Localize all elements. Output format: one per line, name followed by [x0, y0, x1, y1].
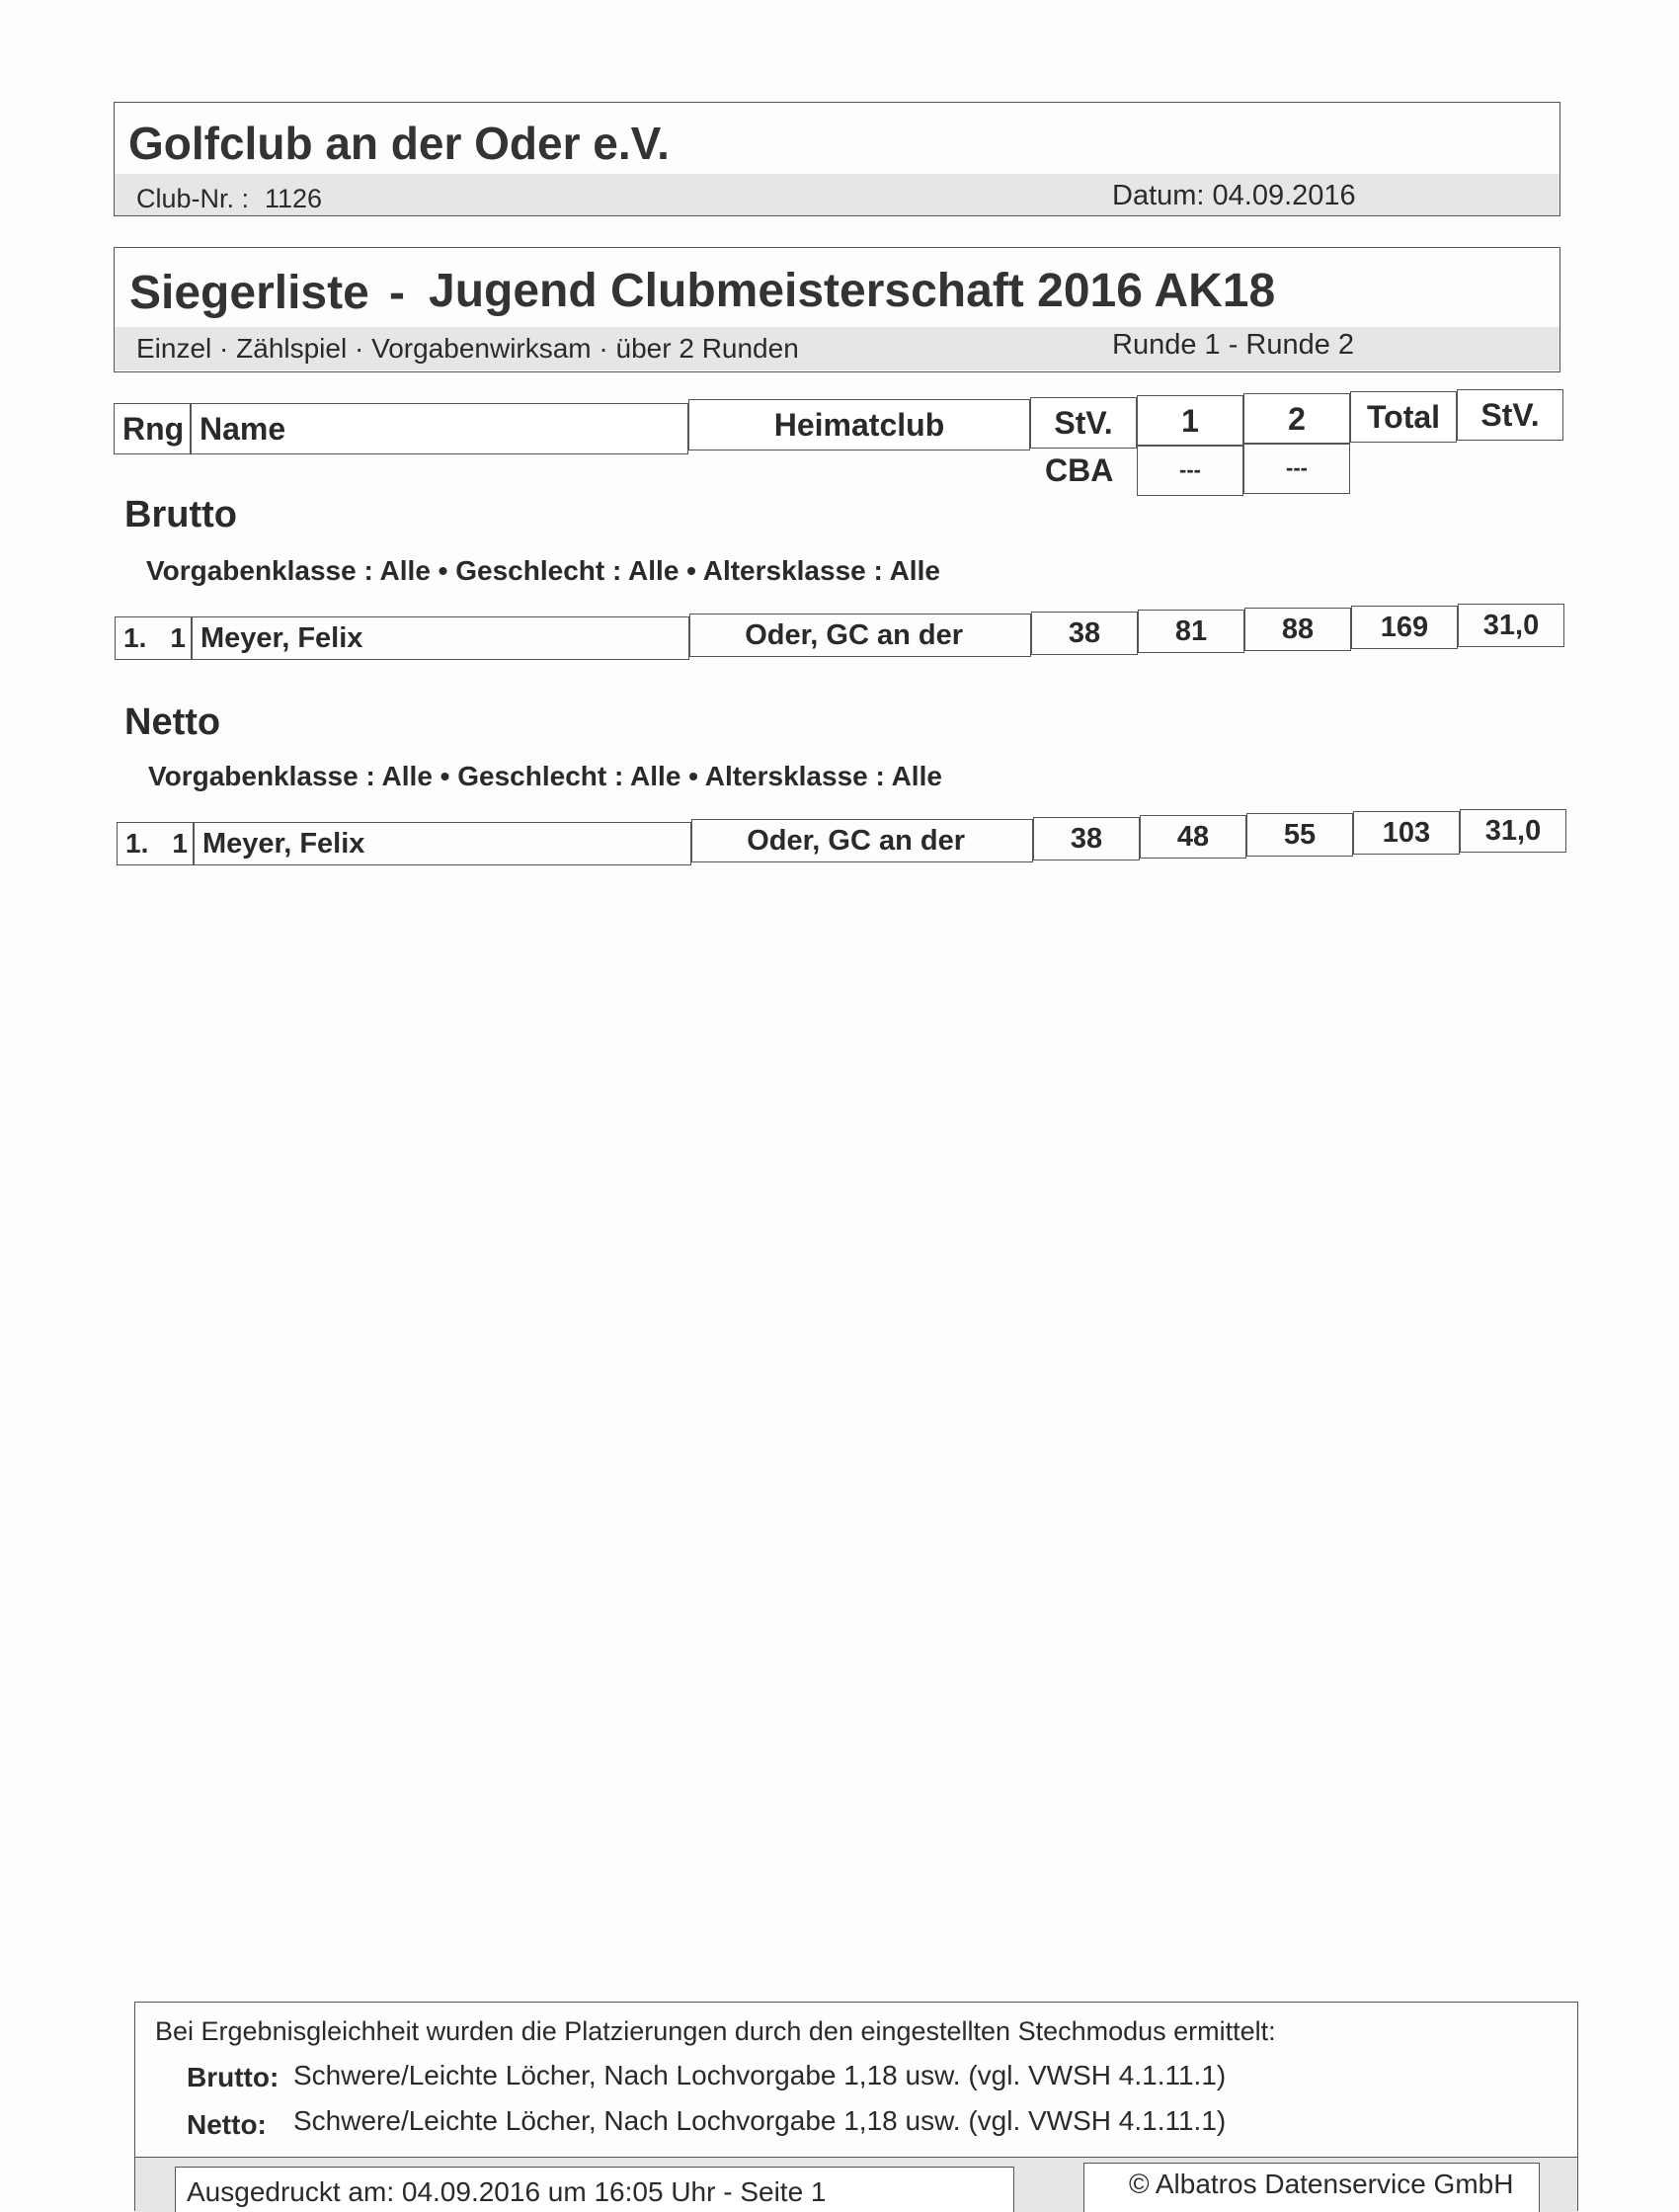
row-name: Meyer, Felix	[192, 616, 689, 660]
event-name: Jugend Clubmeisterschaft 2016 AK18	[429, 265, 1276, 317]
row-rank	[115, 616, 192, 660]
filter-brutto: Vorgabenklasse : Alle • Geschlecht : Alle • Altersklasse : Alle	[146, 555, 940, 586]
row-round-1: 48	[1140, 815, 1246, 859]
brutto-tiebreak-text: Schwere/Leichte Löcher, Nach Lochvorgabe 1,18 usw. (vgl. VWSH 4.1.11.1)	[293, 2060, 1227, 2090]
row-stv: 38	[1031, 612, 1138, 655]
filter-netto: Vorgabenklasse : Alle • Geschlecht : Alle • Altersklasse : Alle	[148, 761, 942, 791]
rank-number: 1.	[123, 622, 147, 653]
tiebreak-note: Bei Ergebnisgleichheit wurden die Platzierungen durch den eingestellten Stechmodus ermittelt:	[155, 2016, 1276, 2046]
club-name: Golfclub an der Oder e.V.	[128, 118, 670, 169]
row-round-1: 81	[1138, 610, 1244, 653]
col-header-club: Heimatclub	[688, 399, 1030, 451]
rank-position: 1	[170, 622, 186, 653]
cba-round-1: ---	[1137, 445, 1243, 496]
section-title-netto: Netto	[124, 701, 221, 743]
rounds-text: Runde 1 - Runde 2	[1112, 329, 1355, 361]
club-nr: 1126	[265, 184, 323, 213]
rank-position: 1	[172, 828, 188, 859]
row-round-2: 88	[1244, 608, 1351, 651]
col-header-name: Name	[191, 403, 688, 454]
row-stv: 38	[1033, 817, 1140, 860]
row-stv2: 31,0	[1458, 604, 1564, 647]
format-text: Einzel · Zählspiel · Vorgabenwirksam · über 2 Runden	[136, 333, 799, 364]
title-dash: -	[389, 267, 405, 319]
row-stv2: 31,0	[1460, 809, 1566, 853]
row-total: 103	[1353, 811, 1460, 855]
brutto-tiebreak-label: Brutto:	[187, 2062, 280, 2092]
footer-box	[134, 2002, 1578, 2211]
col-header-round-1: 1	[1137, 395, 1243, 447]
netto-tiebreak-text: Schwere/Leichte Löcher, Nach Lochvorgabe 1,18 usw. (vgl. VWSH 4.1.11.1)	[293, 2105, 1227, 2136]
col-header-stv: StV.	[1030, 397, 1137, 449]
netto-tiebreak-label: Netto:	[187, 2109, 267, 2140]
printed-info: Ausgedruckt am: 04.09.2016 um 16:05 Uhr - Seite 1	[187, 2176, 827, 2207]
cba-round-2: ---	[1243, 443, 1350, 494]
row-round-2: 55	[1246, 813, 1353, 857]
rank-number: 1.	[125, 828, 149, 859]
col-header-round-2: 2	[1243, 393, 1350, 445]
row-rank	[117, 822, 194, 865]
col-header-rng: Rng	[114, 403, 191, 454]
club-header	[114, 102, 1560, 216]
club-nr-label: Club-Nr. :	[136, 184, 250, 213]
copyright: © Albatros Datenservice GmbH	[1129, 2169, 1514, 2199]
cba-label: CBA	[1045, 452, 1114, 488]
row-total: 169	[1351, 606, 1458, 649]
row-club: Oder, GC an der	[689, 614, 1031, 657]
col-header-stv2: StV.	[1457, 389, 1563, 441]
row-name: Meyer, Felix	[194, 822, 691, 865]
title-header	[114, 247, 1560, 372]
row-club: Oder, GC an der	[691, 819, 1033, 862]
list-title: Siegerliste	[129, 267, 369, 319]
report-date: Datum: 04.09.2016	[1112, 180, 1356, 211]
col-header-total: Total	[1350, 391, 1457, 443]
section-title-brutto: Brutto	[124, 494, 237, 535]
